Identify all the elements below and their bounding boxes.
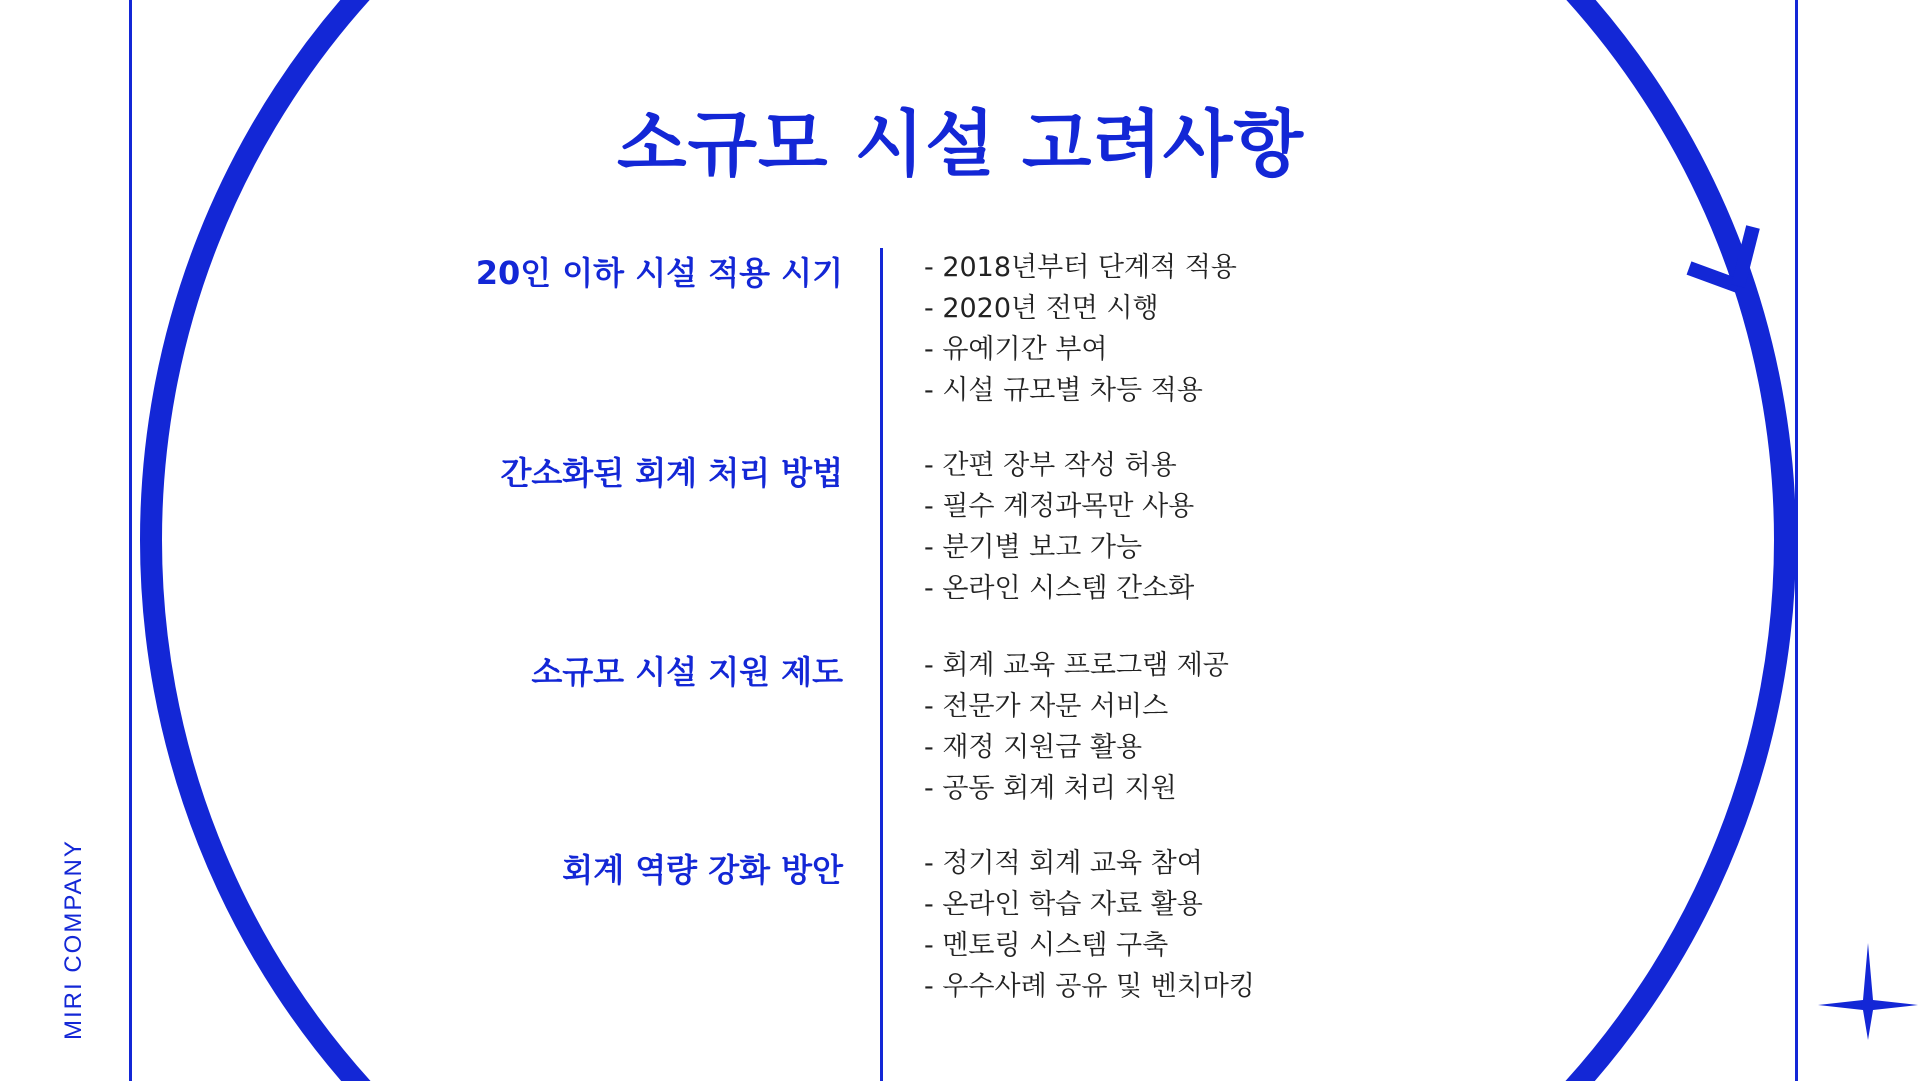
list-item: - 시설 규모별 차등 적용 (924, 375, 1203, 406)
center-divider (880, 248, 883, 1081)
list-item: - 분기별 보고 가능 (924, 532, 1143, 563)
list-item: - 정기적 회계 교육 참여 (924, 848, 1203, 879)
section-heading: 소규모 시설 지원 제도 (531, 653, 843, 691)
list-item: - 필수 계정과목만 사용 (924, 491, 1195, 522)
section-list (924, 843, 1255, 1007)
brand-label: MIRI COMPANY (60, 839, 87, 1040)
list-item: - 우수사례 공유 및 벤치마킹 (924, 971, 1255, 1002)
section-heading: 20인 이하 시설 적용 시기 (475, 254, 843, 292)
list-item: - 재정 지원금 활용 (924, 732, 1143, 763)
sparkle-star-icon (1818, 943, 1918, 1040)
list-item: - 온라인 시스템 간소화 (924, 573, 1195, 604)
page-title: 소규모 시설 고려사항 (616, 102, 1305, 186)
section-heading: 간소화된 회계 처리 방법 (500, 454, 843, 492)
list-item: - 공동 회계 처리 지원 (924, 773, 1177, 804)
list-item: - 유예기간 부여 (924, 334, 1108, 365)
list-item: - 간편 장부 작성 허용 (924, 450, 1177, 481)
section-list (924, 645, 1229, 809)
section-list (924, 247, 1237, 411)
list-item: - 멘토링 시스템 구축 (924, 930, 1169, 961)
section-heading: 회계 역량 강화 방안 (562, 851, 843, 889)
section-list (924, 445, 1194, 609)
list-item: - 전문가 자문 서비스 (924, 691, 1169, 722)
list-item: - 온라인 학습 자료 활용 (924, 889, 1203, 920)
list-item: - 2018년부터 단계적 적용 (924, 252, 1237, 283)
list-item: - 2020년 전면 시행 (924, 293, 1159, 324)
list-item: - 회계 교육 프로그램 제공 (924, 650, 1229, 681)
